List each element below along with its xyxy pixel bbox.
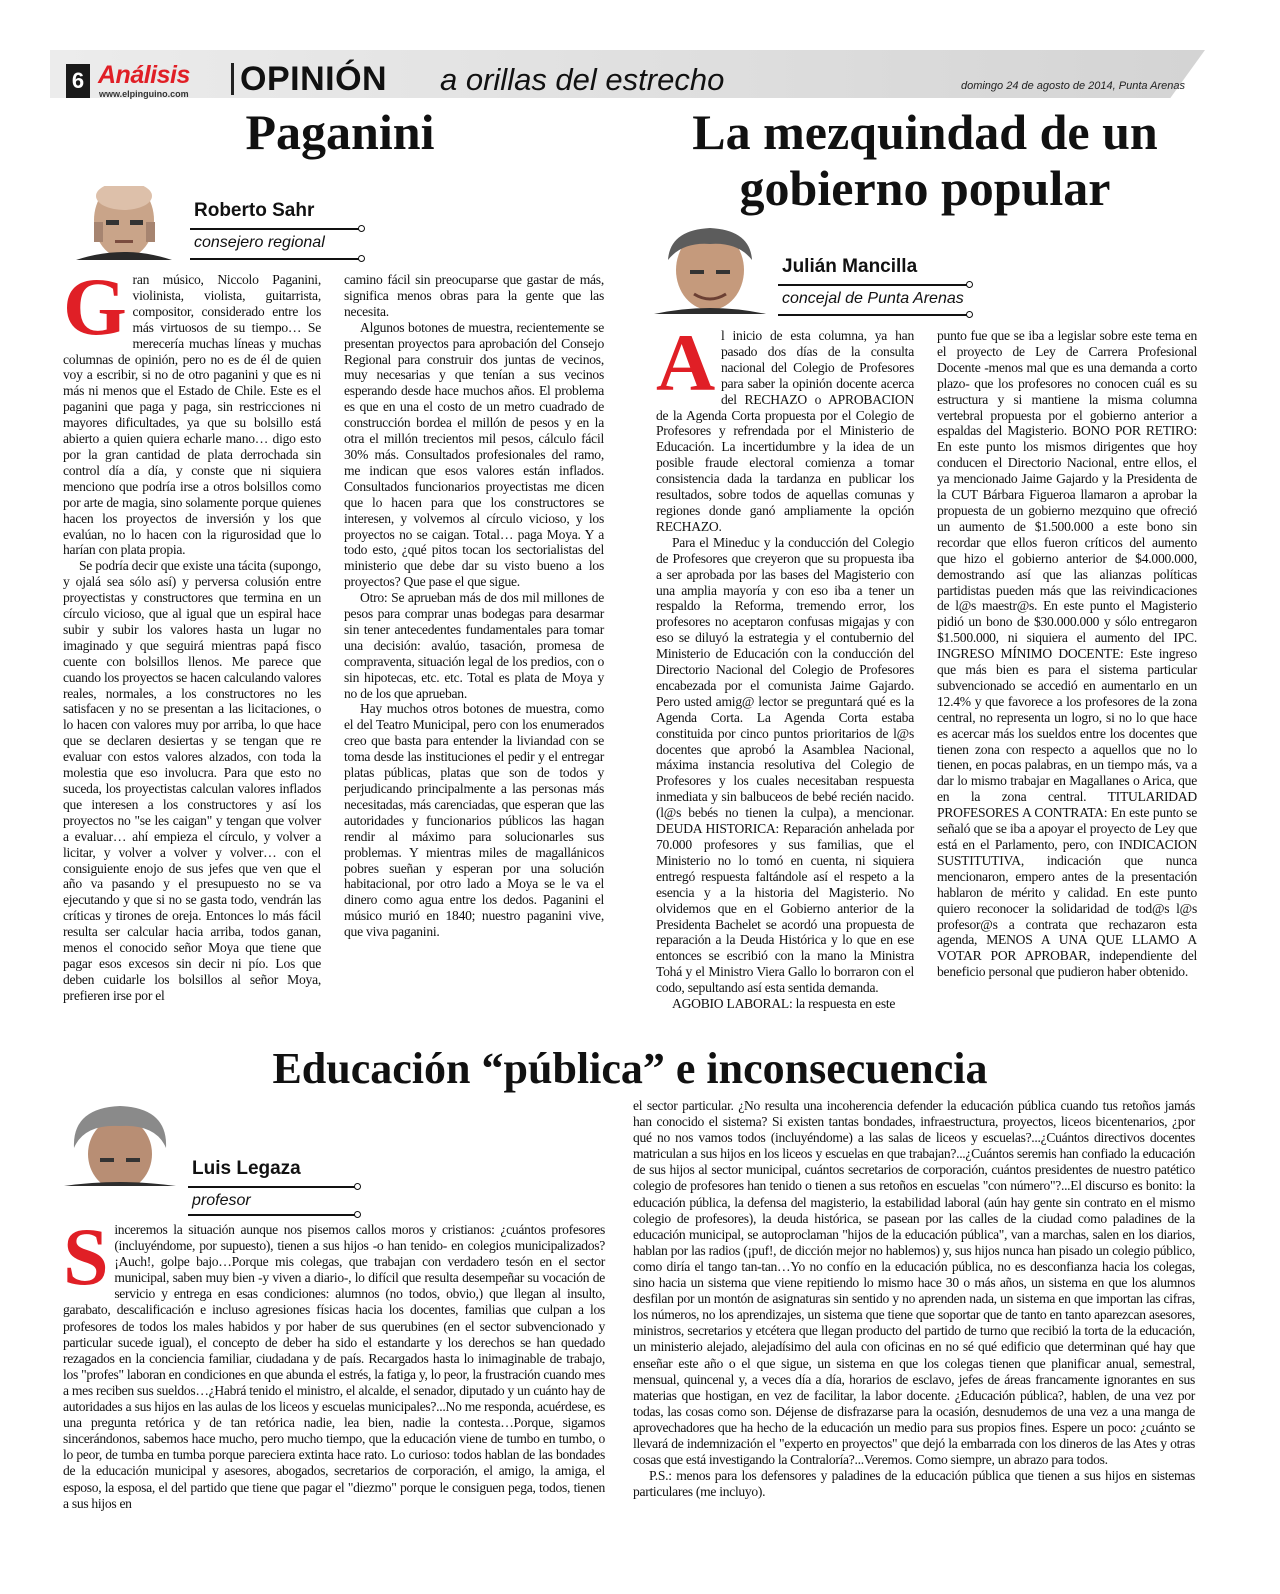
author-rule [190, 258, 360, 260]
rule-dot [354, 1211, 361, 1218]
author-photo [66, 186, 178, 260]
article-column [63, 261, 321, 1004]
author-role: profesor [192, 1192, 251, 1209]
paragraph: Se podría decir que existe una tácita (supongo, y ojalá sea sólo así) y perversa colusión entre proyectistas y constructores que termina en un círculo vicioso, que al igual que un espiral hace subir y subir los valores hasta un lugar no imaginado y que seguirá mientras papá fisco cuente con bolsillos llenos. Me parece que cuando los proyectos se hacen calculando valores reales, normales, a los constructores no les satisfacen y no se presentan a las licitaciones, o lo hacen con valores muy por arriba, lo que hace que se declaren desiertas y se tengan que re evaluar con estos valores alzados, con toda la molestia que eso involucra. Para que esto no suceda, los proyectistas calculan valores inflados que interesen a los constructores y así los proyectos no "se les caigan" y tengan que volver a evaluar… ahí empieza el círculo, y volver a licitar, y volver a volver y volver… con el consiguiente enojo de sus jefes que ven que el año va pasando y el presupuesto no se va ejecutando y que si no se gasta todo, vendrán las críticas y tirones de oreja. Entonces lo más fácil resulta ser calcular hacia arriba, todos ganan, menos el conocido señor Moya que tiene que pagar esos excesos sin decir ni pío. Los que deben cuidarle los bolsillos al señor Moya, prefieren irse por el [63, 558, 321, 1003]
rule-dot [358, 255, 365, 262]
section-title: OPINIÓN [240, 60, 388, 98]
paragraph: AGOBIO LABORAL: la respuesta en este [672, 996, 896, 1012]
article-column [937, 328, 1197, 980]
drop-cap: A [656, 317, 715, 408]
article-column [656, 317, 914, 1012]
author-rule [190, 228, 360, 230]
author-rule [188, 1214, 356, 1216]
paragraph: el sector particular. ¿No resulta una incoherencia defender la educación pública cuando tus retoños jamás han conocido el sistema? Si existen tantas bondades, infraestructura, proyectos, liceos bicentenarios, ¿por qué no nos vamos todos (incluyéndome) a las salas de liceos y escuelas?...¿Cuántos directivos docentes matriculan a sus hijos en los liceos y escuelas en que trabajan?...¿Cuántos seremis han confiado la educación de sus hijos al sector municipal, cuántos secretarios de corporación, cuántos presidentes de nuestro patético colegio de profesores han tenido o tienen a sus retoños en escuelas "con número"?...El discurso es bonito: la educación pública, la defensa del magisterio, la estabilidad laboral (aún hay gente sin contrato en el mismo colegio de profesores), la deuda histórica, se pasean por las calles de la ciudad como paladines de la educación municipal, se autoproclaman "hijos de la educación pública", van a marchas, salen en los diarios, hablan por las radios (¡puf!, de dicción mejor no hablemos) y, sus hijos nunca han pisado un colegio público, como diría el tango tan-tan…Yo no confío en la educación pública, no es desconfianza hacia los colegas, sino hacia un sistema que viene repitiendo lo mismo hace 30 o más años, un sistema en que los alumnos desfilan por un montón de asignaturas sin sentido y no aprenden nada, un sistema en que importan las cifras, los números, no los aprendizajes, un sistema que tiene que soportar que de tanto en tanto aparezcan asesores, ministros, secretarios y etcétera que llegan producto del partido de turno que recibió la torta de la educación, un ministerio alejado, alejadísimo del aula con oficinas en no sé qué edificio que determinan qué hay que enseñar este año o el que sigue, un sistema en que los colegas tienen que planificar anual, semestral, mensual, quincenal y, a veces día a día, horarios de esclavo, jefes de áreas francamente ignorantes en sus materias que hostigan, en vez de facilitar, la labor docente. ¿Educación pública?, hablen, de una vez por todas, las cosas como son. Déjense de disfrazarse para la ocasión, desnudemos de una vez a una manga de aprovechadores que ha hecho de la educación un medio para sus propios fines. Espere un poco: ¿cuánto se llevará de indemnización el "experto en proyectos" que dejó la embarrada con los dineros de las Ates y otras cosas que está investigando la Contraloría?...Veremos. Como siempre, un abrazo para todos. [633, 1098, 1195, 1468]
paragraph: P.S.: menos para los defensores y paladines de la educación pública que tienen a sus hijos en sistemas particulares (me incluyo). [633, 1468, 1195, 1500]
paragraph: punto fue que se iba a legislar sobre este tema en el proyecto de Ley de Carrera Profesional Docente -menos mal que es una demanda a corto plazo- que los profesores no conocen cuál es su estructura y si mantiene la misma columna vertebral propuesta por el gobierno anterior a espaldas del Magisterio. BONO POR RETIRO: En este punto los mismos dirigentes que hoy conducen el Directorio Nacional, entre ellos, el ya mencionado Jaime Gajardo y la Presidenta de la CUT Bárbara Figueroa llamaron a aprobar la propuesta de un gobierno mezquino que ofreció un aumento de $1.500.000 a este bono sin recordar que ellos fueron críticos del aumento que hizo el gobierno anterior de $4.000.000, demostrando así que las alianzas políticas partidistas pueden más que las reivindicaciones de l@s maestr@s. En este punto el Magisterio pidió un bono de $30.000.000 y sólo entregaron $1.500.000, ni siquiera el aumento del IPC. INGRESO MÍNIMO DOCENTE: Este ingreso que más bien es para el sistema particular subvencionado se accedió en aumentarlo en un 12.4% y que favorece a los profesores de la zona central, no representa un logro, si no lo que hace es acercar más los sueldos entre los docentes que tienen zona con respecto a aquellos que no lo tienen, en pocas palabras, en un tiempo más, va a dar lo mismo trabajar en Magallanes o Arica, que en la zona central. TITULARIDAD PROFESORES A CONTRATA: En este punto se señaló que se iba a apoyar el proyecto de Ley que está en el Parlamento, pero, con INDICACION SUSTITUTIVA, indicación que nunca mencionaron, empero antes de la presentación hablaron de mérito y calidad. En este punto quiero reconocer la solidaridad de tod@s l@s profesor@s a contrata que rechazaron esta agenda, MENOS A UNA QUE LLAMO A VOTAR POR APROBAR, independiente del beneficio personal que pudieron haber obtenido. [937, 328, 1197, 980]
author-role: consejero regional [194, 234, 325, 251]
rule-dot [358, 225, 365, 232]
article-column [344, 272, 604, 940]
section-subtitle: a orillas del estrecho [440, 62, 725, 97]
paragraph: Algunos botones de muestra, recientemente se presentan proyectos para aprobación del Consejo Regional para construir dos juntas de vecinos, muy necesarias y que tenían a sus vecinos esperando desde hace muchos años. El problema es que en una el costo de un metro cuadrado de construcción bordea el millón de pesos y en la otra el millón trecientos mil pesos, cálculo fácil 30% más. Consultados profesionales del ramo, me indican que esos valores están inflados. Consultados funcionarios proyectistas me dicen que lo hacen para que los constructores se interesen, y volvemos al círculo vicioso, y los proyectos no se caigan. Total… paga Moya. Y a todo esto, ¿qué pitos tocan los sectorialistas del ministerio que debe dar su visto bueno a los proyectos? Que pase el que sigue. [344, 319, 604, 590]
header-divider [231, 63, 234, 95]
article-title: Educación “pública” e inconsecuencia [272, 1044, 988, 1093]
article-column [63, 1211, 605, 1512]
paragraph: Hay muchos otros botones de muestra, como el del Teatro Municipal, pero con los enumerados creo que basta para entender la liviandad con se toma desde las instituciones el pedir y el entregar platas públicas, platas que son de todos y perjudicando principalmente a las personas más necesitadas, más carenciadas, que esperan que las autoridades y funcionarios públicos las hagan rendir al máximo para solucionarles sus problemas. Y mientras miles de magallánicos pobres sueñan y esperan por una solución habitacional, por otro lado a Moya se le va el dinero como agua entre los dedos. Paganini el músico murió en 1840; nuestro paganini vive, que viva paganini. [344, 701, 604, 940]
rule-dot [966, 311, 973, 318]
paragraph: camino fácil sin preocuparse que gastar de más, significa menos obras para la gente que las necesita. [344, 272, 604, 319]
rule-dot [966, 281, 973, 288]
article-title: Paganini [245, 104, 435, 160]
rule-dot [354, 1183, 361, 1190]
page-number: 6 [66, 64, 90, 98]
author-rule [778, 314, 968, 316]
newspaper-logo[interactable]: Análisis [98, 61, 190, 89]
dateline: domingo 24 de agosto de 2014, Punta Arenas [960, 80, 1185, 92]
paragraph: Otro: Se aprueban más de dos mil millones de pesos para comprar unas bodegas para desarmar sin tener antecedentes fundamentales para tomar una decisión: avalúo, tasación, promesa de compraventa, situación legal de los predios, con o sin hipotecas, etc. etc. Total es plata de Moya y no de los que aprueban. [344, 590, 604, 701]
paragraph: inceremos la situación aunque nos pisemos callos moros y cristianos: ¿cuántos profesores (incluyéndome, por supuesto), tienen a sus hijos -o han tenido- en colegios municipalizados? ¡Auch!, golpe bajo…Porque mis colegas, que trabajan con verdadero tesón en el sector municipal, saben muy bien -y viven a diario-, lo difícil que resulta desempeñar su vocación de servicio y entrega en esas condiciones: alumnos (no todos, obvio,) que llegan al insulto, garabato, descalificación e incluso agresiones físicas hacia los docentes, familias que culpan a los profesores de todos los males habidos y por haber de sus querubines (en el sector subvencionado y particular sucede igual), el concepto de deber ha sido el estandarte y los derechos se han quedado rezagados en la conciencia familiar, ciudadana y de país. Recargados hasta lo inimaginable de trabajo, los "profes" laboran en condiciones en que abunda el estrés, la fatiga y, lo peor, la frustración cuando mes a mes reciben sus sueldos…¿Habrá tenido el ministro, el alcalde, el senador, diputado y un cuánto hay de autoridades a sus hijos en las aulas de los liceos y escuelas municipales?...No me responda, acuérdese, es una pregunta retórica y de tan retórica nadie, lea bien, nadie la contesta…Porque, sigamos sincerándonos, sabemos hace mucho, pero mucho tiempo, que la educación viene de tumbo en tumbo, o lo peor, de tumba en tumba porque pareciera extinta hace rato. Lo curioso: todos hablan de las bondades de la educación municipal y asesores, abogados, secretarios de corporación, el amigo, la amiga, el esposo, la esposa, el del partido que tiene que pagar el "diezmo" porque le consiguen pega, todos, tienen a sus hijos en [63, 1222, 605, 1511]
author-name: Julián Mancilla [782, 256, 918, 277]
author-name: Luis Legaza [192, 1158, 301, 1179]
drop-cap: G [63, 261, 127, 352]
author-rule [188, 1186, 356, 1188]
article-column [633, 1098, 1195, 1500]
author-role: concejal de Punta Arenas [782, 290, 964, 307]
author-photo [64, 1104, 176, 1186]
author-photo [654, 226, 766, 314]
drop-cap: S [63, 1211, 109, 1302]
paragraph: Para el Mineduc y la conducción del Colegio de Profesores que creyeron que su propuesta iba a ser aprobada por las bases del Magisterio con una amplia mayoría y con eso iba a tener un respaldo la Reforma, tremendo error, los profesores no aceptaron confusas migajas y con eso se diluyó la estrategia y el contubernio del Ministerio de Educación con la conducción del Directorio Nacional del Colegio de Profesores encabezada por el comunista Jaime Gajardo. Pero usted amig@ lector se preguntará qué es la Agenda Corta. La Agenda Corta estaba constituida por cinco puntos prioritarios de l@s docentes que aprobó la Asamblea Nacional, máxima instancia resolutiva del Colegio de Profesores y los cuales necesitaban respuesta inmediata y sin balbuceos de bebé recién nacido. (l@s bebés no tienen la culpa), a mencionar. DEUDA HISTORICA: Reparación anhelada por 70.000 profesores y sus familias, que el Ministerio no lo tomó en cuenta, ni siquiera entregó respuesta faltándole así el respeto a la esencia y a la historia del Magisterio. No olvidemos que en el Gobierno anterior de la Presidenta Bachelet se acordó una propuesta de reparación a la Deuda Histórica y lo que en ese entonces se escribió con la mano la Ministra Tohá y el Ministro Viera Gallo lo borraron con el codo, sepultando así esta sentida demanda. [656, 534, 914, 996]
author-name: Roberto Sahr [194, 200, 315, 221]
logo-url[interactable]: www.elpinguino.com [99, 89, 189, 99]
article-title: La mezquindad de un gobierno popular [692, 104, 1158, 216]
paragraph: l inicio de esta columna, ya han pasado dos días de la consulta nacional del Colegio de Profesores para saber la opinión docente acerca del RECHAZO o APROBACION de la Agenda Corta propuesta por el Colegio de Profesores y refrendada por el Ministerio de Educación. La incertidumbre y la idea de un posible fraude electoral comienza a tomar consistencia dada la tardanza en publicar los resultados, sobre todos de aquellas comunas y regiones donde ganó ampliamente la opción RECHAZO. [656, 328, 914, 534]
author-rule [778, 284, 968, 286]
paragraph: ran músico, Niccolo Paganini, violinista, violista, guitarrista, compositor, considerado entre los más virtuosos de su tiempo… Se merecería muchas líneas y muchas columnas de opinión, pero no es de él de quien voy a escribir, si no de otro paganini y que es ni más ni menos que el Estado de Chile. Este es el paganini que paga y paga, sin restricciones ni mayores dificultades, ya que su bolsillo está abierto a quien quiera echarle mano… digo esto por la gran cantidad de plata derrochada sin control día a día, y conste que ni siquiera menciono que podría irse a otros bolsillos como por arte de magia, sino solamente porque quienes hacen los proyectos de inversión y los que evalúan, no lo hacen con la rigurosidad que lo harían con plata propia. [63, 272, 321, 558]
